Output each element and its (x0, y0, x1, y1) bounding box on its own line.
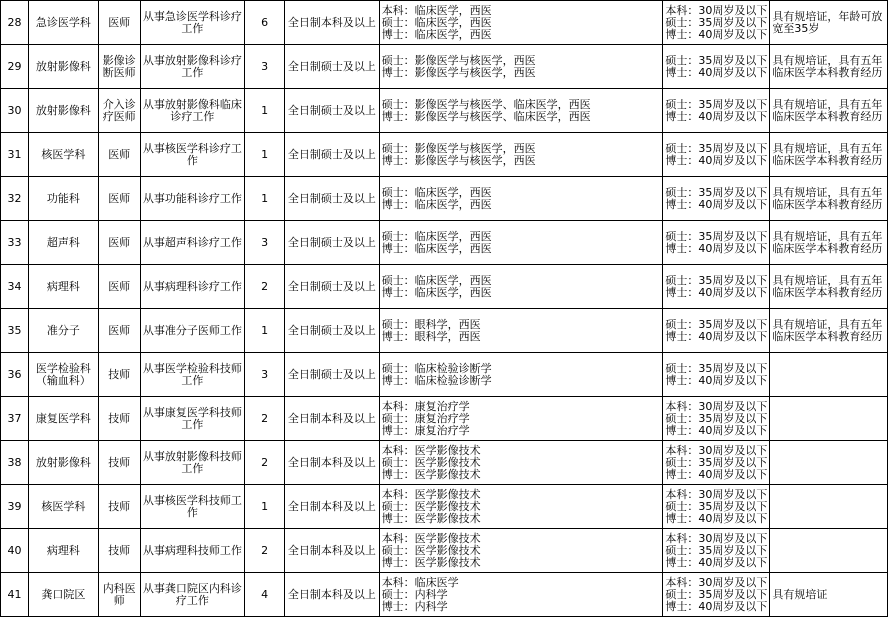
education-cell: 全日制硕士及以上 (285, 221, 380, 265)
department-cell: 功能科 (28, 177, 98, 221)
headcount-cell: 3 (245, 353, 285, 397)
duty-cell: 从事病理科诊疗工作 (140, 265, 245, 309)
major-cell (379, 529, 663, 573)
row-number-cell: 31 (1, 133, 29, 177)
major-line: 博士：影像医学与核医学、临床医学，西医 (381, 109, 591, 123)
table-row (1, 89, 888, 133)
department-cell: 急诊医学科 (28, 1, 98, 45)
table-row (1, 1, 888, 45)
education-cell: 全日制硕士及以上 (285, 133, 380, 177)
major-line: 本科：医学影像技术 (381, 487, 481, 501)
major-line: 硕士：影像医学与核医学，西医 (381, 53, 536, 67)
department-cell: 放射影像科 (28, 89, 98, 133)
education-cell: 全日制本科及以上 (285, 441, 380, 485)
major-line: 硕士：临床检验诊断学 (381, 361, 492, 375)
major-line: 博士：内科学 (381, 599, 448, 613)
education-cell: 全日制硕士及以上 (285, 309, 380, 353)
major-cell (379, 89, 663, 133)
position-title-cell: 医师 (98, 309, 140, 353)
duty-cell: 从事医学检验科技师工作 (140, 353, 245, 397)
age-line: 本科：30周岁及以下 (665, 443, 768, 457)
department-cell: 医学检验科（输血科） (28, 353, 98, 397)
age-line: 硕士：35周岁及以下 (665, 53, 768, 67)
other-requirement-cell (770, 353, 888, 397)
age-line: 硕士：35周岁及以下 (665, 543, 768, 557)
age-line: 硕士：35周岁及以下 (665, 141, 768, 155)
department-cell: 核医学科 (28, 133, 98, 177)
position-title-cell: 技师 (98, 353, 140, 397)
age-line: 博士：40周岁及以下 (665, 109, 768, 123)
row-number-cell: 32 (1, 177, 29, 221)
position-title-cell: 医师 (98, 177, 140, 221)
age-line: 硕士：35周岁及以下 (665, 361, 768, 375)
major-line: 博士：影像医学与核医学，西医 (381, 65, 536, 79)
other-requirement-cell (770, 397, 888, 441)
other-requirement-cell (770, 529, 888, 573)
major-line: 硕士：临床医学，西医 (381, 229, 492, 243)
major-line: 博士：影像医学与核医学，西医 (381, 153, 536, 167)
age-line: 博士：40周岁及以下 (665, 329, 768, 343)
education-cell: 全日制硕士及以上 (285, 177, 380, 221)
table-row (1, 397, 888, 441)
major-line: 硕士：临床医学，西医 (381, 15, 492, 29)
age-cell (663, 177, 770, 221)
major-line: 硕士：医学影像技术 (381, 543, 481, 557)
table-row (1, 485, 888, 529)
age-line: 硕士：35周岁及以下 (665, 499, 768, 513)
age-line: 硕士：35周岁及以下 (665, 97, 768, 111)
major-line: 硕士：医学影像技术 (381, 499, 481, 513)
position-title-cell: 技师 (98, 529, 140, 573)
major-line: 硕士：康复治疗学 (381, 411, 470, 425)
age-cell (663, 441, 770, 485)
major-cell (379, 309, 663, 353)
row-number-cell: 34 (1, 265, 29, 309)
major-cell (379, 573, 663, 617)
headcount-cell: 2 (245, 265, 285, 309)
age-cell (663, 353, 770, 397)
table-row (1, 45, 888, 89)
age-cell (663, 1, 770, 45)
age-line: 硕士：35周岁及以下 (665, 411, 768, 425)
row-number-cell: 36 (1, 353, 29, 397)
major-line: 硕士：影像医学与核医学、临床医学，西医 (381, 97, 591, 111)
position-title-cell: 医师 (98, 221, 140, 265)
age-line: 博士：40周岁及以下 (665, 241, 768, 255)
age-line: 本科：30周岁及以下 (665, 575, 768, 589)
major-line: 博士：临床医学，西医 (381, 27, 492, 41)
other-requirement-cell (770, 441, 888, 485)
major-line: 本科：临床医学，西医 (381, 3, 492, 17)
age-line: 本科：30周岁及以下 (665, 399, 768, 413)
age-line: 本科：30周岁及以下 (665, 531, 768, 545)
major-line: 本科：康复治疗学 (381, 399, 470, 413)
age-line: 博士：40周岁及以下 (665, 555, 768, 569)
table-row (1, 529, 888, 573)
other-requirement-cell: 具有规培证 (770, 573, 888, 617)
age-line: 硕士：35周岁及以下 (665, 229, 768, 243)
age-line: 博士：40周岁及以下 (665, 197, 768, 211)
position-title-cell: 内科医师 (98, 573, 140, 617)
row-number-cell: 37 (1, 397, 29, 441)
table-row (1, 133, 888, 177)
age-line: 硕士：35周岁及以下 (665, 317, 768, 331)
headcount-cell: 3 (245, 45, 285, 89)
position-title-cell: 医师 (98, 1, 140, 45)
age-line: 博士：40周岁及以下 (665, 511, 768, 525)
duty-cell: 从事放射影像科临床诊疗工作 (140, 89, 245, 133)
other-requirement-cell: 具有规培证，具有五年临床医学本科教育经历 (770, 45, 888, 89)
age-cell (663, 265, 770, 309)
duty-cell: 从事准分子医师工作 (140, 309, 245, 353)
duty-cell: 从事病理科技师工作 (140, 529, 245, 573)
major-line: 博士：医学影像技术 (381, 555, 481, 569)
major-cell (379, 353, 663, 397)
headcount-cell: 6 (245, 1, 285, 45)
position-title-cell: 影像诊断医师 (98, 45, 140, 89)
row-number-cell: 28 (1, 1, 29, 45)
education-cell: 全日制硕士及以上 (285, 89, 380, 133)
position-title-cell: 介入诊疗医师 (98, 89, 140, 133)
table-row (1, 353, 888, 397)
age-cell (663, 45, 770, 89)
major-line: 博士：临床医学，西医 (381, 241, 492, 255)
age-line: 博士：40周岁及以下 (665, 373, 768, 387)
other-requirement-cell: 具有规培证，具有五年临床医学本科教育经历 (770, 177, 888, 221)
duty-cell: 从事超声科诊疗工作 (140, 221, 245, 265)
department-cell: 核医学科 (28, 485, 98, 529)
major-line: 博士：临床医学，西医 (381, 285, 492, 299)
other-requirement-cell: 具有规培证，具有五年临床医学本科教育经历 (770, 309, 888, 353)
headcount-cell: 4 (245, 573, 285, 617)
age-cell (663, 221, 770, 265)
education-cell: 全日制硕士及以上 (285, 45, 380, 89)
duty-cell: 从事放射影像科技师工作 (140, 441, 245, 485)
age-line: 博士：40周岁及以下 (665, 599, 768, 613)
row-number-cell: 30 (1, 89, 29, 133)
age-line: 硕士：35周岁及以下 (665, 273, 768, 287)
row-number-cell: 29 (1, 45, 29, 89)
other-requirement-cell (770, 485, 888, 529)
education-cell: 全日制本科及以上 (285, 573, 380, 617)
headcount-cell: 1 (245, 89, 285, 133)
age-line: 硕士：35周岁及以下 (665, 15, 768, 29)
age-cell (663, 529, 770, 573)
major-line: 硕士：医学影像技术 (381, 455, 481, 469)
major-line: 博士：医学影像技术 (381, 511, 481, 525)
age-line: 博士：40周岁及以下 (665, 467, 768, 481)
position-title-cell: 医师 (98, 133, 140, 177)
department-cell: 超声科 (28, 221, 98, 265)
headcount-cell: 1 (245, 177, 285, 221)
age-line: 本科：30周岁及以下 (665, 3, 768, 17)
duty-cell: 从事龚口院区内科诊疗工作 (140, 573, 245, 617)
headcount-cell: 2 (245, 441, 285, 485)
major-line: 博士：眼科学，西医 (381, 329, 481, 343)
duty-cell: 从事康复医学科技师工作 (140, 397, 245, 441)
major-cell (379, 397, 663, 441)
education-cell: 全日制本科及以上 (285, 485, 380, 529)
row-number-cell: 40 (1, 529, 29, 573)
duty-cell: 从事核医学科技师工作 (140, 485, 245, 529)
department-cell: 放射影像科 (28, 45, 98, 89)
age-line: 博士：40周岁及以下 (665, 153, 768, 167)
education-cell: 全日制本科及以上 (285, 397, 380, 441)
headcount-cell: 1 (245, 133, 285, 177)
department-cell: 康复医学科 (28, 397, 98, 441)
major-line: 硕士：临床医学，西医 (381, 185, 492, 199)
other-requirement-cell: 具有规培证，具有五年临床医学本科教育经历 (770, 221, 888, 265)
department-cell: 病理科 (28, 265, 98, 309)
duty-cell: 从事功能科诊疗工作 (140, 177, 245, 221)
age-line: 硕士：35周岁及以下 (665, 587, 768, 601)
headcount-cell: 1 (245, 485, 285, 529)
major-line: 本科：医学影像技术 (381, 531, 481, 545)
duty-cell: 从事急诊医学科诊疗工作 (140, 1, 245, 45)
position-title-cell: 技师 (98, 397, 140, 441)
duty-cell: 从事放射影像科诊疗工作 (140, 45, 245, 89)
education-cell: 全日制硕士及以上 (285, 265, 380, 309)
age-cell (663, 573, 770, 617)
major-line: 硕士：内科学 (381, 587, 448, 601)
major-cell (379, 221, 663, 265)
row-number-cell: 38 (1, 441, 29, 485)
age-cell (663, 89, 770, 133)
major-cell (379, 45, 663, 89)
other-requirement-cell: 具有规培证，具有五年临床医学本科教育经历 (770, 265, 888, 309)
major-line: 本科：医学影像技术 (381, 443, 481, 457)
department-cell: 准分子 (28, 309, 98, 353)
age-cell (663, 397, 770, 441)
age-cell (663, 309, 770, 353)
table-row (1, 221, 888, 265)
education-cell: 全日制本科及以上 (285, 1, 380, 45)
row-number-cell: 33 (1, 221, 29, 265)
department-cell: 龚口院区 (28, 573, 98, 617)
major-cell (379, 1, 663, 45)
age-line: 博士：40周岁及以下 (665, 285, 768, 299)
table-row (1, 309, 888, 353)
major-line: 本科：临床医学 (381, 575, 459, 589)
age-cell (663, 133, 770, 177)
education-cell: 全日制硕士及以上 (285, 353, 380, 397)
other-requirement-cell: 具有规培证，年龄可放宽至35岁 (770, 1, 888, 45)
age-line: 博士：40周岁及以下 (665, 65, 768, 79)
age-line: 博士：40周岁及以下 (665, 27, 768, 41)
headcount-cell: 1 (245, 309, 285, 353)
table-row (1, 573, 888, 617)
position-title-cell: 技师 (98, 485, 140, 529)
position-title-cell: 医师 (98, 265, 140, 309)
education-cell: 全日制本科及以上 (285, 529, 380, 573)
major-line: 博士：临床医学，西医 (381, 197, 492, 211)
headcount-cell: 2 (245, 397, 285, 441)
major-line: 硕士：影像医学与核医学，西医 (381, 141, 536, 155)
age-line: 硕士：35周岁及以下 (665, 185, 768, 199)
table-row (1, 265, 888, 309)
headcount-cell: 2 (245, 529, 285, 573)
major-cell (379, 441, 663, 485)
duty-cell: 从事核医学科诊疗工作 (140, 133, 245, 177)
major-line: 硕士：临床医学，西医 (381, 273, 492, 287)
row-number-cell: 39 (1, 485, 29, 529)
headcount-cell: 3 (245, 221, 285, 265)
age-cell (663, 485, 770, 529)
age-line: 本科：30周岁及以下 (665, 487, 768, 501)
row-number-cell: 35 (1, 309, 29, 353)
table-row (1, 441, 888, 485)
major-cell (379, 133, 663, 177)
row-number-cell: 41 (1, 573, 29, 617)
department-cell: 病理科 (28, 529, 98, 573)
major-line: 博士：医学影像技术 (381, 467, 481, 481)
major-line: 硕士：眼科学，西医 (381, 317, 481, 331)
age-line: 硕士：35周岁及以下 (665, 455, 768, 469)
major-cell (379, 485, 663, 529)
other-requirement-cell: 具有规培证，具有五年临床医学本科教育经历 (770, 133, 888, 177)
major-cell (379, 177, 663, 221)
age-line: 博士：40周岁及以下 (665, 423, 768, 437)
other-requirement-cell: 具有规培证，具有五年临床医学本科教育经历 (770, 89, 888, 133)
department-cell: 放射影像科 (28, 441, 98, 485)
major-line: 博士：临床检验诊断学 (381, 373, 492, 387)
position-title-cell: 技师 (98, 441, 140, 485)
major-line: 博士：康复治疗学 (381, 423, 470, 437)
table-row (1, 177, 888, 221)
major-cell (379, 265, 663, 309)
